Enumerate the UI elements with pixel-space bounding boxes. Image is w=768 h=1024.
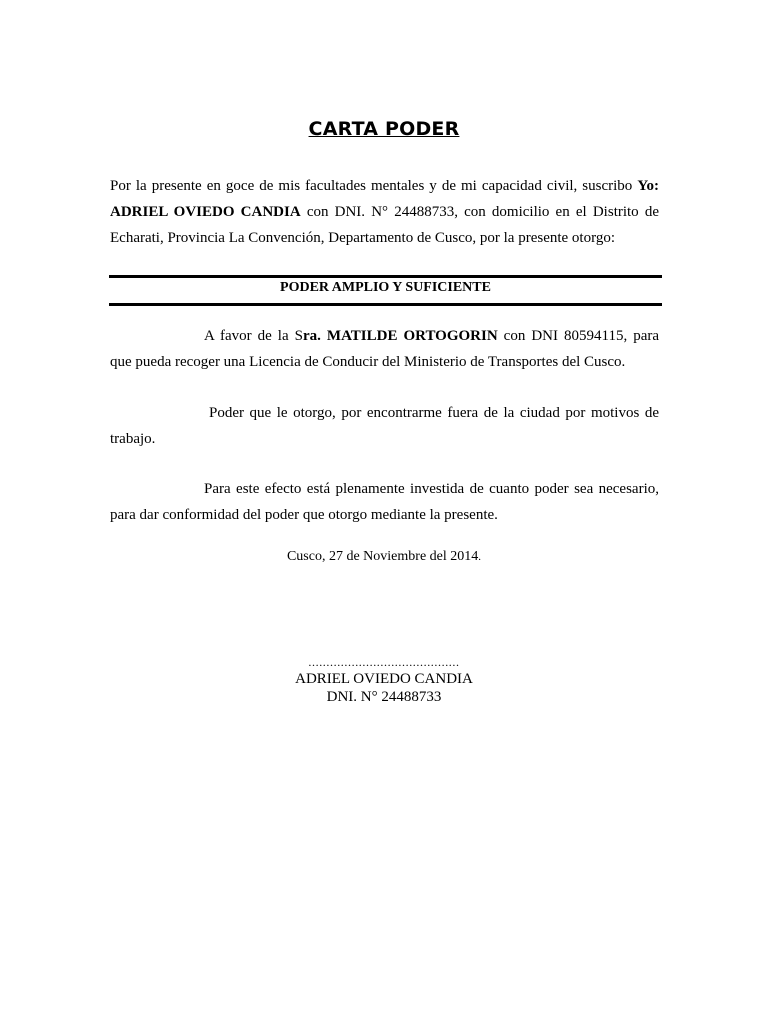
- reason-paragraph: [110, 400, 659, 452]
- favor-sra: ra.: [302, 328, 321, 344]
- signature-line: ..........................................: [308, 655, 460, 669]
- heading-bottom-rule: [109, 303, 662, 306]
- signature-name: ADRIEL OVIEDO CANDIA: [295, 671, 473, 687]
- signature-dni: DNI. N° 24488733: [326, 689, 442, 705]
- date-line: [0, 547, 768, 567]
- favor-paragraph: [110, 323, 659, 375]
- intro-yo: Yo:: [637, 178, 659, 194]
- grantor-name: ADRIEL OVIEDO CANDIA: [110, 204, 301, 220]
- date-period: .: [478, 551, 482, 563]
- effect-text: Para este efecto está plenamente investida de cuanto poder sea necesario, para dar conformidad del poder que otorgo mediante la presente.: [110, 481, 659, 523]
- intro-text-start: Por la presente en goce de mis facultades mentales y de mi capacidad civil, suscribo: [110, 178, 638, 194]
- intro-paragraph: [110, 173, 659, 251]
- effect-paragraph: [110, 476, 659, 528]
- reason-text: Poder que le otorgo, por encontrarme fuera de la ciudad por motivos de trabajo.: [110, 405, 659, 447]
- power-heading-block: [109, 275, 662, 309]
- favor-text-end: con DNI 80594115, para que pueda recoger una Licencia de Conducir del Ministerio de Transportes del Cusco.: [110, 328, 660, 370]
- grantee-name: MATILDE ORTOGORIN: [326, 328, 498, 344]
- date-text: Cusco, 27 de Noviembre del 2014: [286, 549, 479, 564]
- power-heading: PODER AMPLIO Y SUFICIENTE: [280, 280, 491, 295]
- favor-text-start: A favor de la S: [204, 328, 303, 344]
- document-title: CARTA PODER: [308, 118, 460, 140]
- intro-text-end: con DNI. N° 24488733, con domicilio en el Distrito de Echarati, Provincia La Convención, Departamento de Cusco, por la presente otorgo:: [110, 204, 659, 246]
